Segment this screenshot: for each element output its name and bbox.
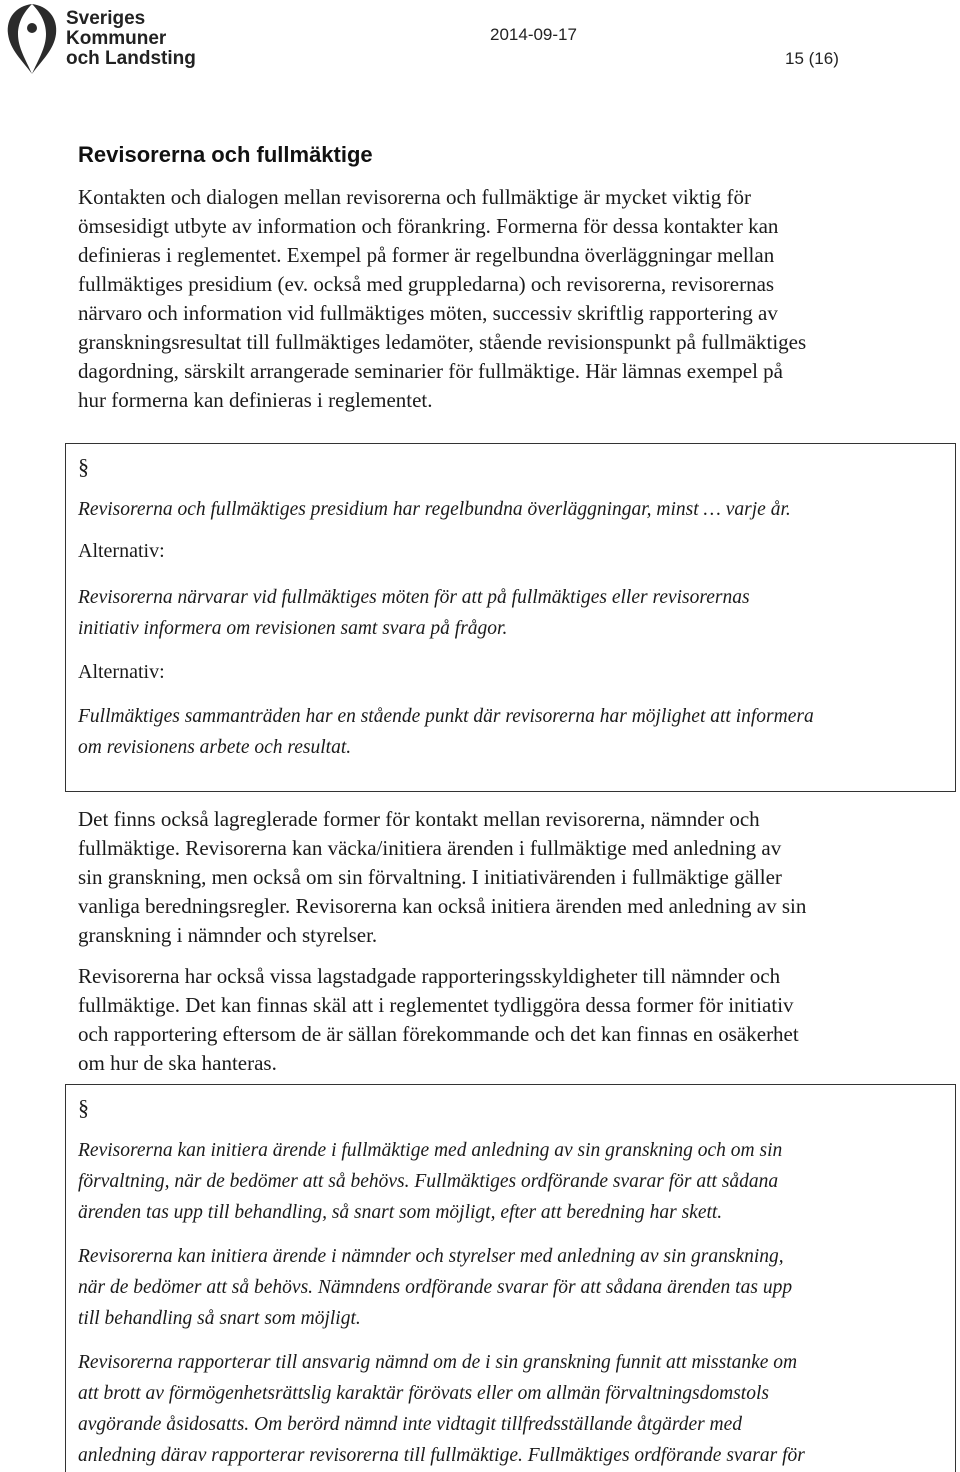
paragraph-2 [78,805,948,950]
paragraph-line: hur formerna kan definieras i reglementet. [78,388,433,412]
regulation-example-box-2 [65,1084,956,1472]
paragraph-line: om hur de ska hanteras. [78,1051,277,1075]
paragraph-line: ömsesidigt utbyte av information och förankring. Formerna för dessa kontakter kan [78,214,779,238]
paragraph-line: definieras i reglementet. Exempel på former är regelbundna överläggningar mellan [78,243,775,267]
logo-text [66,9,196,69]
rule-text [78,1241,948,1334]
alternative-label: Alternativ: [78,661,165,683]
rule-line: ärenden tas upp till behandling, så snart som möjligt, efter att beredning har skett. [78,1202,723,1223]
rule-line: Revisorerna och fullmäktiges presidium har regelbundna överläggningar, minst … varje år. [78,499,791,520]
rule-line: om revisionens arbete och resultat. [78,737,352,758]
paragraph-line: fullmäktige. Det kan finnas skäl att i reglementet tydliggöra dessa former för initiativ [78,993,794,1017]
skl-logo-icon [2,2,62,76]
paragraph-3 [78,962,948,1078]
paragraph-1 [78,183,948,415]
rule-text [78,1135,948,1228]
rule-line: initiativ informera om revisionen samt svara på frågor. [78,618,508,639]
paragraph-line: Det finns också lagreglerade former för kontakt mellan revisorerna, nämnder och [78,807,760,831]
rule-text [78,1347,948,1471]
section-symbol: § [78,454,89,479]
paragraph-line: sin granskning, men också om sin förvaltning. I initiativärenden i fullmäktige gäller [78,865,782,889]
rule-line: Revisorerna rapporterar till ansvarig nämnd om de i sin granskning funnit att misstanke om [78,1352,798,1373]
page-number: 15 (16) [785,49,839,68]
rule-line: när de bedömer att så behövs. Nämndens ordförande svarar för att sådana ärenden tas upp [78,1277,793,1298]
paragraph-line: Kontakten och dialogen mellan revisorerna och fullmäktige är mycket viktig för [78,185,751,209]
paragraph-line: granskning i nämnder och styrelser. [78,923,378,947]
rule-line: till behandling så snart som möjligt. [78,1308,361,1329]
alternative-label: Alternativ: [78,540,165,562]
rule-line: Fullmäktiges sammanträden har en stående punkt där revisorerna har möjlighet att informera [78,706,814,727]
logo-line-3: och Landsting [66,48,196,69]
rule-line: att brott av förmögenhetsrättslig karaktär förövats eller om allmän förvaltningsdomstols [78,1383,769,1404]
paragraph-line: fullmäktiges presidium (ev. också med gruppledarna) och revisorerna, revisorernas [78,272,775,296]
section-symbol: § [78,1095,89,1120]
paragraph-line: dagordning, särskilt arrangerade seminarier för fullmäktige. Här lämnas exempel på [78,359,783,383]
rule-line: Revisorerna närvarar vid fullmäktiges möten för att på fullmäktiges eller revisorernas [78,587,750,608]
document-date: 2014-09-17 [490,25,577,44]
rule-text [78,701,948,763]
paragraph-line: Revisorerna har också vissa lagstadgade rapporteringsskyldigheter till nämnder och [78,964,781,988]
paragraph-line: vanliga beredningsregler. Revisorerna kan också initiera ärenden med anledning av sin [78,894,807,918]
regulation-example-box-1 [65,443,956,792]
rule-line: Revisorerna kan initiera ärende i nämnder och styrelser med anledning av sin granskning, [78,1246,784,1267]
paragraph-line: granskningsresultat till fullmäktiges ledamöter, stående revisionspunkt på fullmäktiges [78,330,807,354]
paragraph-line: fullmäktige. Revisorerna kan väcka/initiera ärenden i fullmäktige med anledning av [78,836,782,860]
paragraph-line: och rapportering eftersom de är sällan förekommande och det kan finnas en osäkerhet [78,1022,799,1046]
page-header [0,0,960,80]
rule-line: Revisorerna kan initiera ärende i fullmäktige med anledning av sin granskning och om sin [78,1140,783,1161]
rule-line: förvaltning, när de bedömer att så behövs. Fullmäktiges ordförande svarar för att sådana [78,1171,779,1192]
section-heading: Revisorerna och fullmäktige [78,142,373,167]
rule-line: avgörande åsidosatts. Om berörd nämnd inte vidtagit tillfredsställande åtgärder med [78,1414,743,1435]
logo-line-2: Kommuner [66,28,167,49]
logo-line-1: Sveriges [66,8,146,29]
rule-text [78,582,948,644]
paragraph-line: närvaro och information vid fullmäktiges möten, successiv skriftlig rapportering av [78,301,778,325]
rule-line: anledning därav rapporterar revisorerna till fullmäktige. Fullmäktiges ordförande svarar för [78,1445,805,1466]
rule-text [78,494,948,525]
